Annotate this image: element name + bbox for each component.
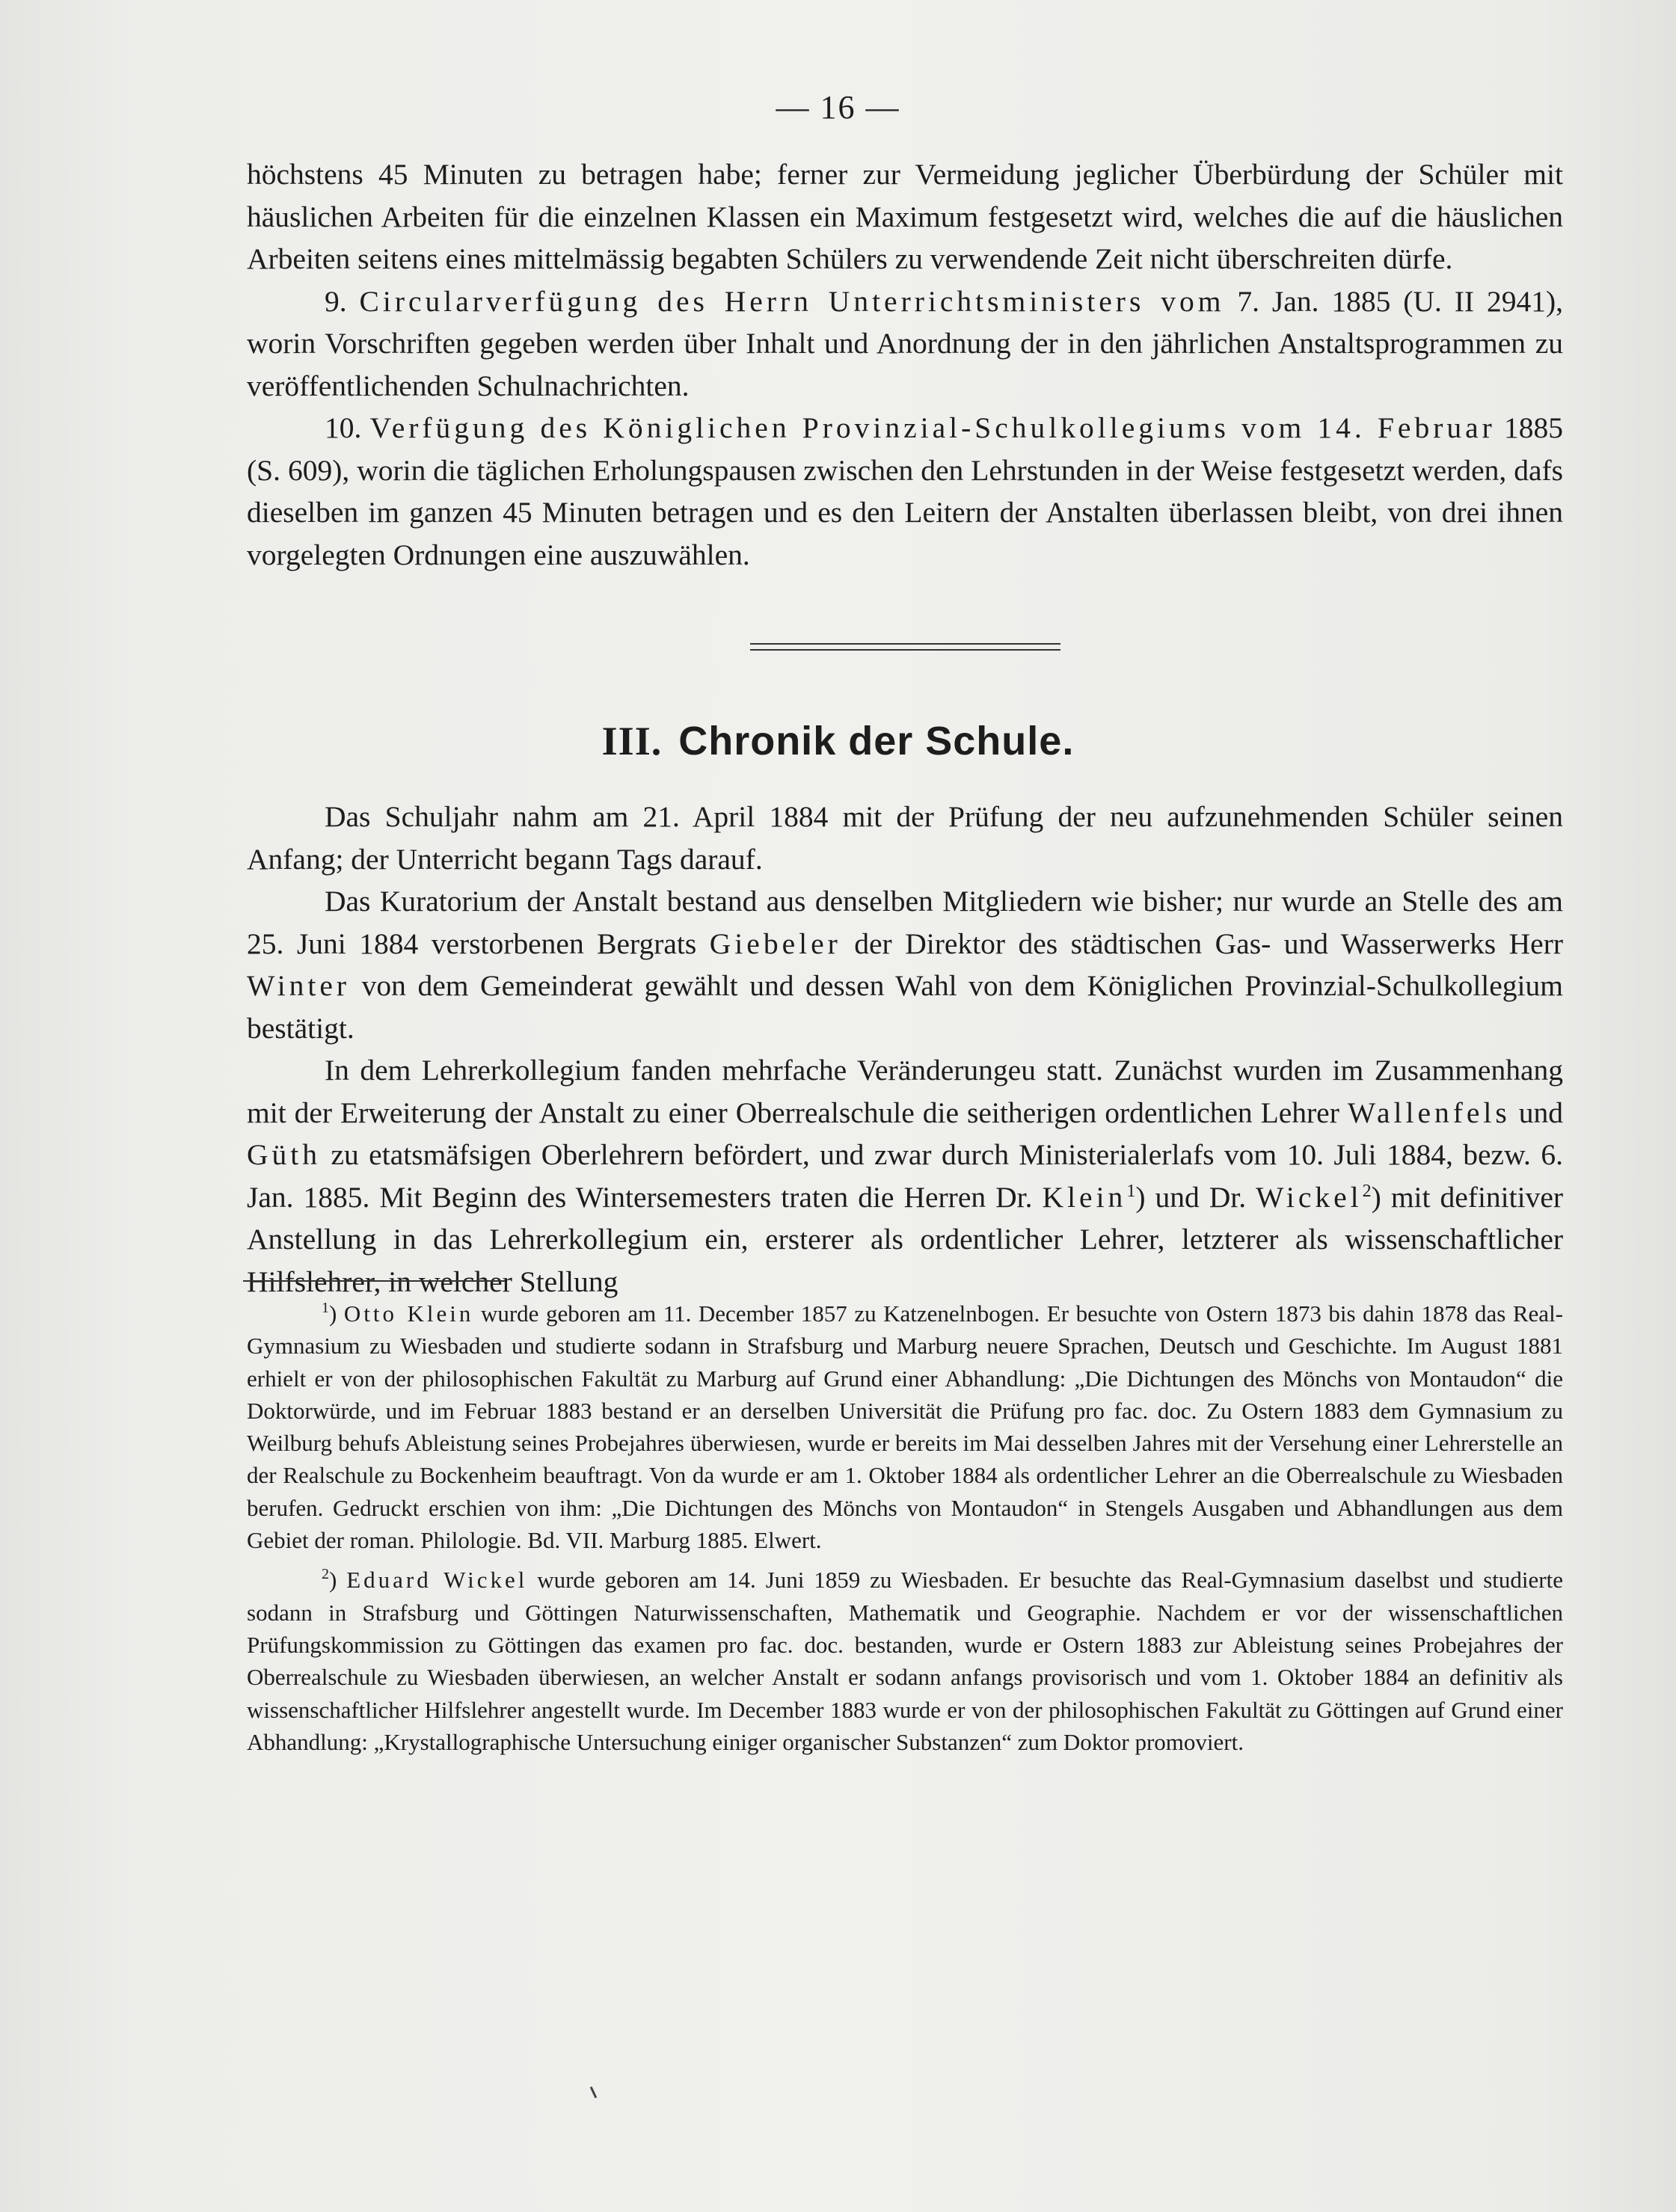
item-9-title: Circularverfügung des Herrn Unterrichtsministers vom [359,284,1225,318]
page-number: — 16 — [776,89,900,126]
name-wickel: Wickel [1256,1180,1363,1214]
paragraph-3: In dem Lehrerkollegium fanden mehrfache Veränderungeu statt. Zunächst wurden im Zusammenhang mit der Erweiterung der Anstalt zu einer Oberrealschule die seitherigen ordentlichen Lehrer Wallenfels und Güth zu etatsmäfsigen Oberlehrern befördert, und zwar durch Ministerialerlafs vom 10. Juli 1884, bezw. 6. Jan. 1885. Mit Beginn des Wintersemesters traten die Herren Dr. Klein$^1$) und Dr. Wickel$^2$) mit definitiver Anstellung in das Lehrerkollegium ein, ersterer als ordentlicher Lehrer, letzterer als wissenschaftlicher Hilfslehrer, in welcher Stellung [247,1054,1564,1298]
name-gueth: Güth [247,1138,321,1171]
footnote-1: $^1$) Otto Klein wurde geboren am 11. December 1857 zu Katzenelnbogen. Er besuchte von Ostern 1873 bis dahin 1878 das Real-Gymnasium zu Wiesbaden und studierte sodann in Strafsburg und Marburg neuere Sprachen, Deutsch und Geschichte. Im August 1881 erhielt er von der philosophischen Fakultät zu Marburg auf Grund einer Abhandlung: „Die Dichtungen des Mönchs von Montaudon“ die Doktorwürde, und im Februar 1883 bestand er an derselben Universität die Prüfung pro fac. doc. Zu Ostern 1883 dem Gymnasium zu Weilburg behufs Ableistung seines Probejahres überwiesen, wurde er bereits im Mai desselben Jahres mit der Versehung einer Lehrerstelle an der Realschule zu Bockenheim beauftragt. Von da wurde er am 1. Oktober 1884 als ordentlicher Lehrer an die Oberrealschule zu Wiesbaden berufen. Gedruckt erschien von ihm: „Die Dichtungen des Mönchs von Montaudon“ in Stengels Ausgaben und Abhandlungen aus dem Gebiet der roman. Philologie. Bd. VII. Marburg 1885. Elwert. [247,1300,1564,1554]
name-winter: Winter [247,969,351,1002]
footnote-2-name: Eduard Wickel [346,1567,528,1594]
paragraph-1: Das Schuljahr nahm am 21. April 1884 mit der Prüfung der neu aufzunehmenden Schüler seinen Anfang; der Unterricht begann Tags darauf. [247,800,1563,876]
footnote-ref-2[interactable]: 2 [1362,1181,1372,1201]
paragraph-continuation: höchstens 45 Minuten zu betragen habe; ferner zur Vermeidung jeglicher Überbürdung der Schüler mit häuslichen Arbeiten für die einzelnen Klassen ein Maximum festgesetzt wird, welches die auf die häuslichen Arbeiten seitens eines mittelmässig begabten Schülers zu verwendende Zeit nicht überschreiten dürfe. [247,158,1563,275]
ink-speck [590,2086,597,2098]
item-10: 10. Verfügung des Königlichen Provinzial-Schulkollegiums vom 14. Februar 1885 (S. 609), worin die täglichen Erholungspausen zwischen den Lehrstunden in der Weise festgesetzt werden, dafs dieselben im ganzen 45 Minuten betragen und es den Leitern der Anstalten überlassen bleibt, von drei ihnen vorgelegten Ordnungen eine auszuwählen. [247,411,1563,571]
section-number: III. [601,719,663,764]
section-ii-continuation [247,153,1563,576]
name-giebeler: Giebeler [709,927,841,960]
footnote-1-name: Otto Klein [343,1300,474,1327]
paragraph-2: Das Kuratorium der Anstalt bestand aus denselben Mitgliedern wie bisher; nur wurde an Stelle des am 25. Juni 1884 verstorbenen Bergrats Giebeler der Direktor des städtischen Gas- und Wasserwerks Herr Winter von dem Gemeinderat gewählt und dessen Wahl von dem Königlichen Provinzial-Schulkollegium bestätigt. [247,885,1564,1045]
footnote-ref-1[interactable]: 1 [1126,1181,1136,1201]
item-10-title: Verfügung des Königlichen Provinzial-Schulkollegiums vom 14. Februar [369,411,1496,444]
section-divider [750,643,1060,651]
name-klein: Klein [1042,1180,1127,1214]
section-title: Chronik der Schule. [678,719,1075,764]
section-heading [0,718,1676,764]
name-wallenfels: Wallenfels [1347,1096,1511,1129]
footnote-2: $^2$) Eduard Wickel wurde geboren am 14. Juni 1859 zu Wiesbaden. Er besuchte das Real-Gymnasium daselbst und studierte sodann in Strafsburg und Göttingen Naturwissenschaften, Mathematik und Geographie. Nachdem er vor der wissenschaftlichen Prüfungskommission zu Göttingen das examen pro fac. doc. bestanden, wurde er Ostern 1883 zur Ableistung seines Probejahres der Oberrealschule zu Wiesbaden überwiesen, an welcher Anstalt er sodann anfangs provisorisch und vom 1. Oktober 1884 an definitiv als wissenschaftlicher Hilfslehrer angestellt wurde. Im December 1883 wurde er von der philosophischen Fakultät zu Göttingen auf Grund einer Abhandlung: „Krystallographische Untersuchung einiger organischer Substanzen“ zum Doktor promoviert. [247,1566,1563,1755]
item-9: 9. Circularverfügung des Herrn Unterrichtsministers vom 7. Jan. 1885 (U. II 2941), worin Vorschriften gegeben werden über Inhalt und Anordnung der in den jährlichen Anstaltsprogrammen zu veröffentlichenden Schulnachrichten. [247,284,1564,402]
footnote-marker-1: 1 [322,1300,329,1316]
section-iii-body [247,796,1563,1303]
footnote-rule [243,1280,505,1282]
footnotes [247,1297,1563,1758]
footnote-marker-2: 2 [322,1566,329,1583]
